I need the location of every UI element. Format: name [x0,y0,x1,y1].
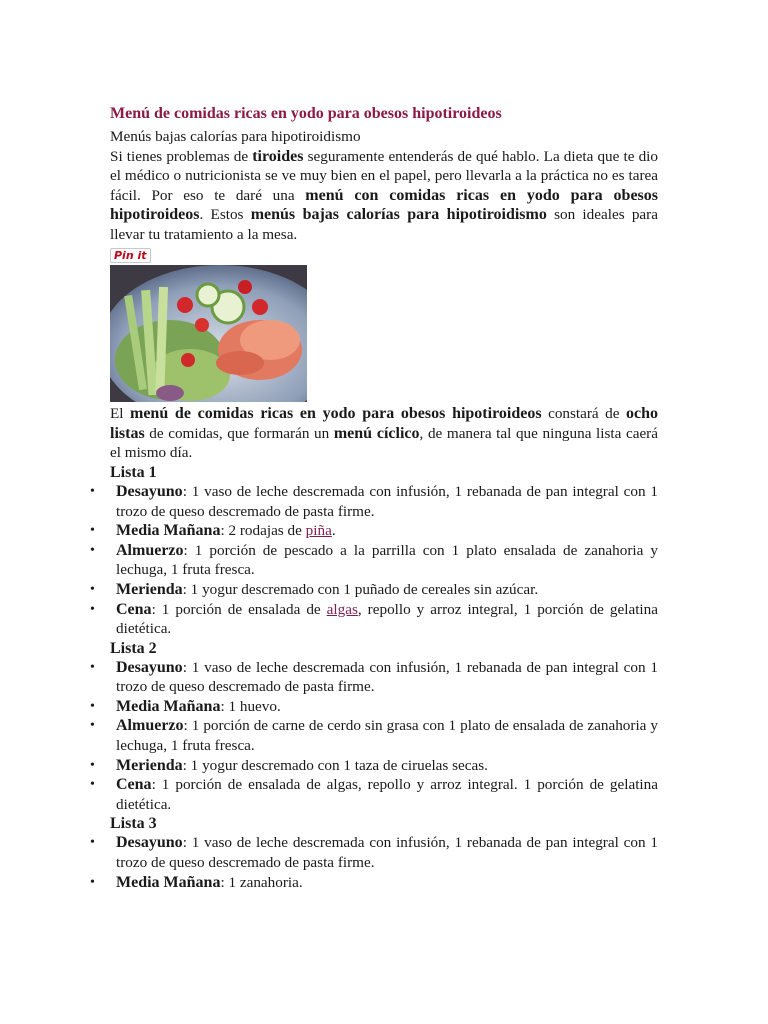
list-item [110,600,658,639]
meal-text: : 1 yogur descremado con 1 taza de ciruelas secas. [182,756,488,774]
meal-label: Desayuno [116,658,183,676]
meal-text: : 1 zanahoria. [220,873,303,891]
list-heading: Lista 3 [110,815,157,833]
meal-text: : 1 yogur descremado con 1 puñado de cereales sin azúcar. [182,580,539,598]
meal-text: : 1 porción de ensalada de algas, repollo y arroz integral. 1 porción de gelatina dietética. [116,776,658,813]
salad-photo [110,265,307,402]
meal-list [110,482,658,639]
list-item [110,697,658,717]
para2-text-4: , de manera tal que ninguna lista caerá el mismo día. [110,424,658,462]
subtitle: Menús bajas calorías para hipotiroidismo [110,128,361,145]
list-item [110,580,658,600]
pin-it-button[interactable]: Pin it [110,248,151,263]
intro-bold-2: menú con comidas ricas en yodo para obesos hipotiroideos [110,186,659,224]
meal-list [110,833,658,892]
list-item [110,521,658,541]
meal-text: , repollo y arroz integral, 1 porción de gelatina dietética. [116,600,658,638]
list-item [110,873,658,893]
meal-text: : 1 vaso de leche descremada con infusión, 1 rebanada de pan integral con 1 trozo de queso descremado de pasta firme. [116,482,658,520]
para2-bold-2: ocho listas [110,405,659,442]
meal-label: Merienda [116,580,183,598]
para2-bold-3: menú cíclico [333,424,420,442]
meal-text: : 1 porción de pescado a la parrilla con 1 plato ensalada de zanahoria y lechuga, 1 fruta fresca. [116,541,658,579]
list-item [110,833,658,872]
algas-link[interactable]: algas [326,600,358,618]
intro-bold-3: menús bajas calorías para hipotiroidismo [250,206,547,224]
intro-text-1: Si tienes problemas de [110,147,253,165]
document-body [110,104,658,892]
meal-text: . [331,522,336,540]
meal-label: Cena [116,776,152,794]
page-title: Menú de comidas ricas en yodo para obesos hipotiroideos [110,105,502,122]
meal-label: Desayuno [116,834,183,852]
menu-description-paragraph [110,404,658,463]
list-item [110,658,658,697]
list-heading: Lista 2 [110,639,157,657]
intro-text-3: . Estos [199,206,251,224]
meal-label: Media Mañana [116,873,221,891]
meal-text: : 1 porción de ensalada de [151,600,327,618]
list-item [110,541,658,580]
para2-text-1: El [110,405,130,423]
intro-paragraph [110,147,658,245]
meal-label: Cena [116,600,152,618]
pina-link[interactable]: piña [305,522,332,540]
para2-text-3: de comidas, que formarán un [144,424,334,442]
list-heading: Lista 1 [110,463,157,481]
meal-text: : 1 vaso de leche descremada con infusión, 1 rebanada de pan integral con 1 trozo de queso descremado de pasta firme. [116,658,658,696]
meal-text: : 1 huevo. [220,697,281,715]
meal-text: : 2 rodajas de [220,522,306,540]
para2-text-2: constará de [541,405,627,423]
list-item [110,482,658,521]
intro-text-4: son ideales para llevar tu tratamiento a la mesa. [110,206,658,243]
list-item [110,775,658,814]
meal-label: Almuerzo [116,541,184,559]
meal-text: : 1 porción de carne de cerdo sin grasa con 1 plato de ensalada de zanahoria y lechuga, 1 fruta fresca. [116,717,658,755]
meal-label: Desayuno [116,482,183,500]
list-item [110,716,658,755]
meal-label: Media Mañana [116,697,221,715]
para2-bold-1: menú de comidas ricas en yodo para obesos hipotiroideos [130,405,542,423]
intro-bold-1: tiroides [252,147,304,165]
meal-list [110,658,658,815]
meal-label: Merienda [116,756,183,774]
meal-text: : 1 vaso de leche descremada con infusión, 1 rebanada de pan integral con 1 trozo de queso descremado de pasta firme. [116,834,658,872]
meal-label: Media Mañana [116,522,221,540]
meal-label: Almuerzo [116,717,184,735]
list-item [110,756,658,776]
intro-text-2: seguramente entenderás de qué hablo. La dieta que te dio el médico o nutricionista se ve muy bien en el papel, pero llevarla a la práctica no es tarea fácil. Por eso te daré una [110,147,658,204]
